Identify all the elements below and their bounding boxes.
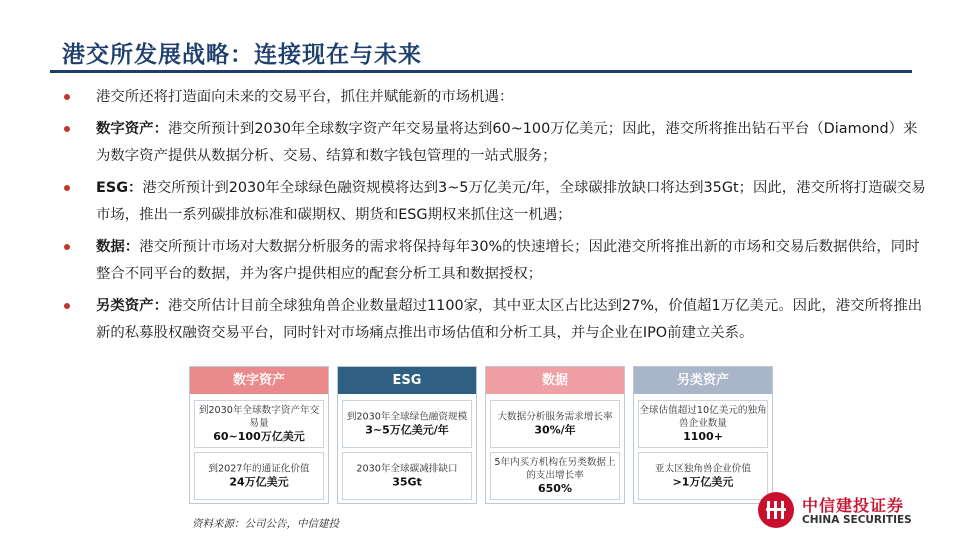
card-top-label: 到2030年全球绿色融资规模 — [346, 411, 468, 423]
bullet-key: 数据： — [96, 239, 140, 255]
card-top-cell — [194, 400, 324, 448]
card-top-value: 3~5万亿美元/年 — [365, 423, 449, 437]
card-bottom-cell — [194, 452, 324, 500]
title-divider — [50, 70, 912, 73]
bullet-item-esg — [56, 175, 926, 229]
card-header: 数字资产 — [190, 367, 328, 394]
card-top-value: 60~100万亿美元 — [213, 430, 305, 443]
card-bottom-value: >1万亿美元 — [672, 475, 734, 489]
bullet-dot-icon — [64, 244, 70, 250]
bullet-item-digital-assets — [56, 116, 926, 170]
card-header: 数据 — [486, 367, 624, 394]
card-header: ESG — [338, 367, 476, 394]
card-top-label: 全球估值超过10亿美元的独角兽企业数量 — [639, 405, 767, 429]
bullet-item-intro — [56, 84, 926, 111]
logo-name-cn: 中信建投证券 — [802, 496, 905, 515]
card-alternative-assets — [633, 366, 773, 504]
bullet-dot-icon — [64, 94, 70, 100]
card-bottom-value: 650% — [538, 482, 572, 495]
card-bottom-label: 到2027年的通证化价值 — [208, 463, 310, 475]
card-digital-assets — [189, 366, 329, 504]
card-bottom-label: 5年内买方机构在另类数据上的支出增长率 — [494, 457, 616, 481]
bullet-dot-icon — [64, 185, 70, 191]
card-bottom-value: 35Gt — [392, 475, 422, 489]
bullet-text: 港交所还将打造面向未来的交易平台，抓住并赋能新的市场机遇： — [96, 89, 514, 105]
bullet-item-data — [56, 234, 926, 288]
card-top-value: 30%/年 — [534, 423, 576, 437]
card-bottom-label: 亚太区独角兽企业价值 — [655, 463, 751, 475]
card-top-label: 大数据分析服务需求增长率 — [497, 411, 613, 423]
bullet-text: 港交所预计到2030年全球数字资产年交易量将达到60~100万亿美元；因此，港交所将推出钻石平台（Diamond）来为数字资产提供从数据分析、交易、结算和数字钱包管理的一站式服务； — [96, 121, 918, 164]
card-bottom-value: 24万亿美元 — [229, 475, 289, 489]
bullet-text: 港交所预计市场对大数据分析服务的需求将保持每年30%的快速增长；因此港交所将推出新的市场和交易后数据供给，同时整合不同平台的数据，并为客户提供相应的配套分析工具和数据授权； — [96, 239, 920, 282]
bullet-dot-icon — [64, 126, 70, 132]
card-top-value: 1100+ — [683, 430, 723, 443]
logo-name-en: CHINA SECURITIES — [802, 514, 912, 526]
bullet-text: 港交所估计目前全球独角兽企业数量超过1100家，其中亚太区占比达到27%，价值超1万亿美元。因此，港交所将推出新的私募股权融资交易平台，同时针对市场痛点推出市场估值和分析工具，并与企业在IPO前建立关系。 — [96, 298, 923, 341]
bullet-item-alternative-assets — [56, 293, 926, 347]
bullet-key: 数字资产： — [96, 121, 168, 137]
page-title: 港交所发展战略：连接现在与未来 — [62, 42, 422, 68]
card-top-cell — [342, 400, 472, 448]
card-top-cell — [490, 400, 620, 448]
card-top-label: 到2030年全球数字资产年交易量 — [198, 405, 320, 429]
card-top-cell — [638, 400, 768, 448]
company-logo — [758, 492, 918, 532]
card-bottom-label: 2030年全球碳减排缺口 — [356, 463, 458, 475]
bullet-dot-icon — [64, 303, 70, 309]
bullet-key: ESG： — [96, 180, 143, 196]
card-bottom-cell — [490, 452, 620, 500]
card-esg — [337, 366, 477, 504]
logo-mark-icon — [758, 492, 794, 528]
card-bottom-cell — [638, 452, 768, 500]
bullet-key: 另类资产： — [96, 298, 168, 314]
summary-cards — [0, 366, 960, 506]
bullet-list — [56, 84, 926, 347]
bullet-text: 港交所预计到2030年全球绿色融资规模将达到3~5万亿美元/年，全球碳排放缺口将达到35Gt；因此，港交所将打造碳交易市场，推出一系列碳排放标准和碳期权、期货和ESG期权来抓住这一机遇； — [96, 180, 926, 223]
source-note: 资料来源：公司公告，中信建投 — [192, 518, 339, 530]
card-bottom-cell — [342, 452, 472, 500]
card-data — [485, 366, 625, 504]
card-header: 另类资产 — [634, 367, 772, 394]
